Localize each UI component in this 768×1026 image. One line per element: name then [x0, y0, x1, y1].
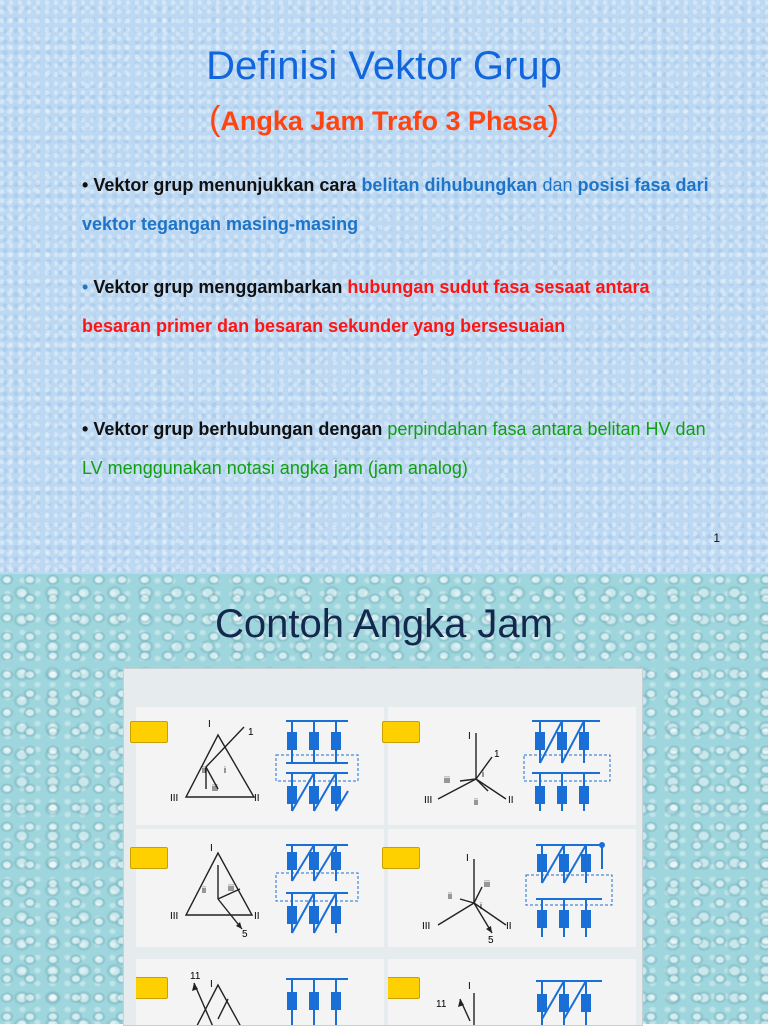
- label-i: i: [482, 769, 484, 779]
- diagram-cell-left-3: [136, 959, 384, 1025]
- slide-subtitle: [0, 100, 768, 139]
- label-ii: ii: [474, 797, 478, 807]
- vector-diagram: [388, 829, 636, 947]
- label-5: 5: [242, 929, 248, 940]
- label-II: II: [506, 921, 512, 932]
- page-number: 1: [713, 531, 720, 545]
- vector-group-tag: [382, 847, 420, 869]
- subtitle-text: Angka Jam Trafo 3 Phasa: [220, 106, 548, 136]
- label-I: I: [468, 731, 471, 742]
- label-11: 11: [190, 971, 201, 982]
- label-I: I: [468, 981, 471, 992]
- diagram-panel: [123, 668, 643, 1026]
- bullet-2-text-a: Vektor grup menggambarkan: [93, 277, 343, 297]
- vector-diagram: [388, 959, 636, 1025]
- label-III: III: [422, 921, 431, 932]
- vector-diagram: [136, 829, 384, 947]
- label-ii: ii: [202, 765, 206, 775]
- bullet-1-text-b: belitan dihubungkan: [361, 175, 538, 195]
- vector-group-tag: [130, 721, 168, 743]
- label-i: i: [224, 765, 226, 775]
- vector-group-tag: [136, 977, 168, 999]
- label-i: i: [480, 901, 482, 911]
- bullet-3-text-a: Vektor grup berhubungan dengan: [93, 419, 383, 439]
- diagram-cell-right-1: [388, 707, 636, 825]
- bullet-1-text-c: dan: [542, 175, 573, 195]
- slide-title: Definisi Vektor Grup: [206, 44, 562, 88]
- bullet-2: [82, 268, 722, 346]
- label-I: I: [210, 843, 213, 854]
- diagram-cell-right-2: [388, 829, 636, 947]
- bullet-2-text-b: hubungan sudut fasa sesaat antara besaran primer dan besaran sekunder yang bersesuaian: [82, 277, 650, 336]
- label-I: I: [208, 719, 211, 730]
- bullet-mark: •: [82, 419, 89, 439]
- bullet-3-text-b: perpindahan fasa antara belitan HV dan LV menggunakan notasi angka jam (jam analog): [82, 419, 706, 478]
- label-iii: iii: [212, 783, 218, 793]
- label-II: II: [508, 795, 514, 806]
- diagram-cell-right-3: [388, 959, 636, 1025]
- bullet-3: [82, 410, 722, 488]
- bullet-1-text-d: posisi fasa dari vektor tegangan masing-masing: [82, 175, 709, 234]
- label-I: I: [466, 853, 469, 864]
- diagram-cell-left-2: [136, 829, 384, 947]
- label-ii: ii: [448, 891, 452, 901]
- vector-group-tag: [382, 721, 420, 743]
- bullet-1-text-a: Vektor grup menunjukkan cara: [93, 175, 357, 195]
- label-1: 1: [248, 727, 254, 738]
- label-III: III: [170, 793, 179, 804]
- label-11: 11: [436, 999, 447, 1010]
- label-III: III: [170, 911, 179, 922]
- label-iii: iii: [484, 879, 490, 889]
- paren-close: ): [547, 100, 559, 138]
- label-I: I: [210, 979, 213, 990]
- bullet-mark: •: [82, 277, 89, 297]
- label-II: II: [254, 793, 260, 804]
- vector-diagram: [388, 707, 636, 825]
- label-iii: iii: [228, 883, 234, 893]
- bullet-mark: •: [82, 175, 89, 195]
- label-ii: ii: [202, 885, 206, 895]
- vector-diagram: [136, 707, 384, 825]
- label-II: II: [254, 911, 260, 922]
- vector-group-tag: [130, 847, 168, 869]
- vector-group-tag: [388, 977, 420, 999]
- label-III: III: [424, 795, 433, 806]
- slide-2-title: Contoh Angka Jam: [215, 602, 553, 646]
- label-1: 1: [494, 749, 500, 760]
- paren-open: (: [209, 100, 221, 138]
- diagram-cell-left-1: [136, 707, 384, 825]
- bullet-1: [82, 166, 722, 244]
- label-5: 5: [488, 935, 494, 946]
- label-iii: iii: [444, 775, 450, 785]
- vector-diagram: [136, 959, 384, 1025]
